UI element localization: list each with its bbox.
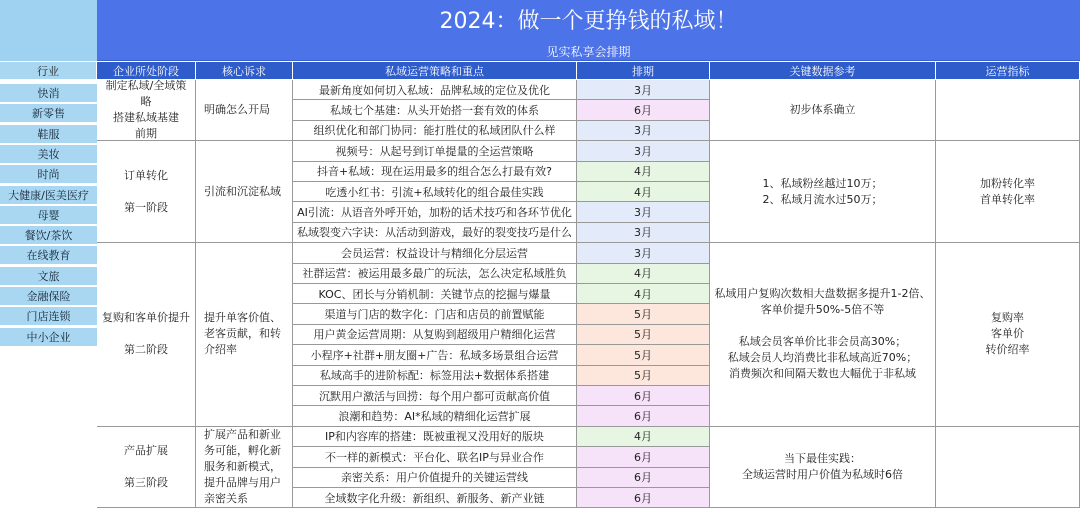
schedule-month: 3月 <box>577 80 710 100</box>
schedule-month: 3月 <box>577 141 710 161</box>
metrics-cell: 复购率 客单价 转价绍率 <box>936 243 1080 427</box>
schedule-month: 6月 <box>577 468 710 488</box>
schedule-month: 6月 <box>577 100 710 120</box>
header-industry: 行业 <box>0 62 97 79</box>
industry-item: 快消 <box>0 84 97 103</box>
industry-item: 门店连锁 <box>0 307 97 326</box>
stage-cell: 复购和客单价提升 第二阶段 <box>97 243 196 427</box>
industry-item: 母婴 <box>0 206 97 225</box>
strategy-row: 浪潮和趋势：AI*私域的精细化运营扩展 <box>293 406 577 426</box>
schedule-month: 4月 <box>577 427 710 447</box>
strategy-row: 全域数字化升级：新组织、新服务、新产业链 <box>293 488 577 508</box>
schedule-month: 4月 <box>577 162 710 182</box>
industry-item: 中小企业 <box>0 328 97 347</box>
strategy-row: 沉默用户激活与回捞：每个用户都可贡献高价值 <box>293 386 577 406</box>
demand-cell: 引流和沉淀私域 <box>196 141 293 243</box>
strategy-row: 私域裂变六字诀：从活动到游戏，最好的裂变技巧是什么 <box>293 223 577 243</box>
metrics-cell: 加粉转化率 首单转化率 <box>936 141 1080 243</box>
keydata-cell: 1、私域粉丝越过10万； 2、私域月流水过50万； <box>710 141 936 243</box>
schedule-month: 6月 <box>577 447 710 467</box>
page-title: 2024：做一个更挣钱的私域！ <box>439 8 738 34</box>
stage-cell: 制定私域/全域策略 搭建私域基建 前期 <box>97 80 196 141</box>
strategy-row: 渠道与门店的数字化：门店和店员的前置赋能 <box>293 304 577 324</box>
strategy-row: 组织优化和部门协同：能打胜仗的私域团队什么样 <box>293 121 577 141</box>
strategy-row: 社群运营：被运用最多最广的玩法，怎么决定私域胜负 <box>293 264 577 284</box>
header-demand: 核心诉求 <box>196 62 293 79</box>
schedule-month: 5月 <box>577 304 710 324</box>
keydata-cell: 当下最佳实践： 全域运营时用户价值为私域时6倍 <box>710 427 936 508</box>
schedule-month: 5月 <box>577 325 710 345</box>
schedule-month: 4月 <box>577 284 710 304</box>
strategy-row: 小程序+社群+朋友圈+广告：私域多场景组合运营 <box>293 345 577 365</box>
industry-item: 鞋服 <box>0 125 97 144</box>
strategy-row: 私域七个基建：从头开始搭一套有效的体系 <box>293 100 577 120</box>
title-left-block <box>0 0 97 61</box>
schedule-month: 4月 <box>577 264 710 284</box>
schedule-month: 6月 <box>577 406 710 426</box>
strategy-row: 抖音+私域：现在运用最多的组合怎么打最有效? <box>293 162 577 182</box>
header-schedule: 排期 <box>577 62 710 79</box>
strategy-row: 会员运营：权益设计与精细化分层运营 <box>293 243 577 263</box>
schedule-month: 3月 <box>577 223 710 243</box>
schedule-month: 5月 <box>577 345 710 365</box>
keydata-cell: 私域用户复购次数相大盘数据多提升1-2倍、客单价提升50%-5倍不等 私域会员客单价比非会员高30%； 私域会员人均消费比非私域高近70%； 消费频次和间隔天数也大幅优于非私域 <box>710 243 936 427</box>
strategy-row: 用户黄金运营周期：从复购到超级用户精细化运营 <box>293 325 577 345</box>
industry-item: 时尚 <box>0 165 97 184</box>
schedule-month: 4月 <box>577 182 710 202</box>
strategy-row: KOC、团长与分销机制：关键节点的挖掘与爆量 <box>293 284 577 304</box>
header-strategy: 私域运营策略和重点 <box>293 62 577 79</box>
schedule-month: 5月 <box>577 366 710 386</box>
strategy-row: 私域高手的进阶标配：标签用法+数据体系搭建 <box>293 366 577 386</box>
schedule-month: 6月 <box>577 386 710 406</box>
strategy-row: 视频号：从起号到订单提量的全运营策略 <box>293 141 577 161</box>
strategy-row: IP和内容库的搭建：既被重视又没用好的版块 <box>293 427 577 447</box>
page-subtitle: 见实私享会排期 <box>546 44 631 59</box>
metrics-cell <box>936 80 1080 141</box>
strategy-row: AI引流：从语音外呼开始，加粉的话术技巧和各环节优化 <box>293 202 577 222</box>
header-stage: 企业所处阶段 <box>97 62 196 79</box>
keydata-cell: 初步体系确立 <box>710 80 936 141</box>
demand-cell: 明确怎么开局 <box>196 80 293 141</box>
industry-item: 文旅 <box>0 267 97 286</box>
industry-item: 餐饮/茶饮 <box>0 226 97 245</box>
industry-item: 新零售 <box>0 104 97 123</box>
strategy-row: 吃透小红书：引流+私域转化的组合最佳实践 <box>293 182 577 202</box>
schedule-month: 3月 <box>577 202 710 222</box>
industry-item: 在线教育 <box>0 246 97 265</box>
industry-item: 美妆 <box>0 145 97 164</box>
metrics-cell <box>936 427 1080 508</box>
demand-cell: 扩展产品和新业务可能，孵化新服务和新模式，提升品牌与用户亲密关系 <box>196 427 293 508</box>
stage-cell: 产品扩展 第三阶段 <box>97 427 196 508</box>
demand-cell: 提升单客价值、老客贡献，和转介绍率 <box>196 243 293 427</box>
stage-cell: 订单转化 第一阶段 <box>97 141 196 243</box>
schedule-month: 6月 <box>577 488 710 508</box>
schedule-month: 3月 <box>577 121 710 141</box>
header-metrics: 运营指标 <box>936 62 1080 79</box>
industry-item: 金融保险 <box>0 287 97 306</box>
strategy-row: 最新角度如何切入私域：品牌私域的定位及优化 <box>293 80 577 100</box>
schedule-month: 3月 <box>577 243 710 263</box>
industry-item: 大健康/医美医疗 <box>0 186 97 205</box>
header-keydata: 关键数据参考 <box>710 62 936 79</box>
strategy-row: 亲密关系：用户价值提升的关键运营线 <box>293 468 577 488</box>
strategy-row: 不一样的新模式：平台化、联名IP与异业合作 <box>293 447 577 467</box>
